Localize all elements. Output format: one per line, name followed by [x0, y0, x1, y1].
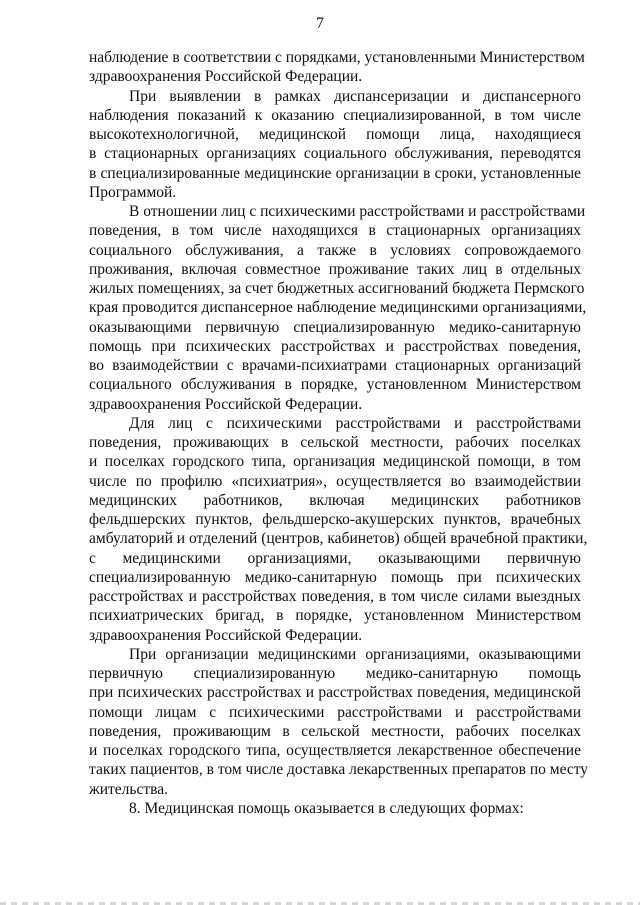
text-line: наблюдение в соответствии с порядками, установленными Министерством [89, 49, 585, 66]
text-line: психиатрических бригад, в порядке, установленном Министерством [89, 607, 581, 625]
page-number: 7 [316, 15, 324, 32]
text-line: во взаимодействии с врачами-психиатрами стационарных организаций [89, 357, 581, 374]
text-line: оказывающими первичную специализированную медико-санитарную [89, 318, 581, 336]
text-line: проживания, включая совместное проживание таких лиц в отдельных [89, 260, 581, 278]
text-line: и поселках городского типа, осуществляется лекарственное обеспечение [89, 742, 581, 759]
text-line: расстройствах и расстройствах поведения, в том числе силами выездных [89, 588, 581, 605]
text-line: социального обслуживания в порядке, установленном Министерством [89, 376, 581, 394]
text-line: жительства. [89, 780, 168, 798]
text-line: здравоохранения Российской Федерации. [89, 68, 363, 86]
text-line: социального обслуживания, а также в условиях сопровождаемого [89, 241, 581, 259]
text-line: в стационарных организациях социального обслуживания, переводятся [89, 145, 581, 163]
text-line: При организации медицинскими организациями, оказывающими [129, 645, 581, 663]
text-line: амбулаторий и отделений (центров, кабинетов) общей врачебной практики, [89, 530, 588, 548]
text-line: первичную специализированную медико-санитарную помощь [89, 665, 581, 682]
text-line: специализированную медико-санитарную помощь при психических [89, 568, 581, 586]
text-line: поведения, проживающих в сельской местности, рабочих поселках [89, 434, 581, 451]
text-line: здравоохранения Российской Федерации. [89, 395, 363, 413]
document-body [89, 48, 589, 818]
text-line: В отношении лиц с психическими расстройствами и расстройствами [129, 203, 586, 220]
text-line: 8. Медицинская помощь оказывается в следующих формах: [129, 799, 524, 817]
text-line: помощи лицам с психическими расстройствами и расстройствами [89, 703, 581, 721]
text-line: края проводится диспансерное наблюдение медицинскими организациями, [89, 299, 587, 317]
text-line: с медицинскими организациями, оказывающими первичную [89, 549, 581, 567]
text-line: При выявлении в рамках диспансеризации и диспансерного [129, 87, 581, 105]
text-line: жилых помещениях, за счет бюджетных ассигнований бюджета Пермского [89, 280, 585, 297]
text-line: и поселках городского типа, организация медицинской помощи, в том [89, 453, 581, 471]
text-line: числе по профилю «психиатрия», осуществляется во взаимодействии [89, 472, 581, 490]
text-line: помощь при психических расстройствах и расстройствах поведения, [89, 337, 581, 355]
text-line: Для лиц с психическими расстройствами и расстройствами [129, 414, 581, 432]
text-line: при психических расстройствах и расстройствах поведения, медицинской [89, 684, 581, 702]
text-line: в специализированные медицинские организации в сроки, установленные [89, 164, 581, 182]
text-line: медицинских работников, включая медицинских работников [89, 491, 581, 509]
text-line: поведения, в том числе находящихся в стационарных организациях [89, 222, 581, 240]
text-line: таких пациентов, в том числе доставка лекарственных препаратов по месту [89, 761, 589, 779]
text-line: Программой. [89, 183, 177, 201]
text-line: высокотехнологичной, медицинской помощи лица, находящиеся [89, 126, 581, 143]
text-line: фельдшерских пунктов, фельдшерско-акушерских пунктов, врачебных [89, 511, 581, 528]
text-line: наблюдения показаний к оказанию специализированной, в том числе [89, 106, 581, 124]
text-line: здравоохранения Российской Федерации. [89, 626, 363, 644]
text-line: поведения, проживающим в сельской местности, рабочих поселках [89, 722, 581, 740]
